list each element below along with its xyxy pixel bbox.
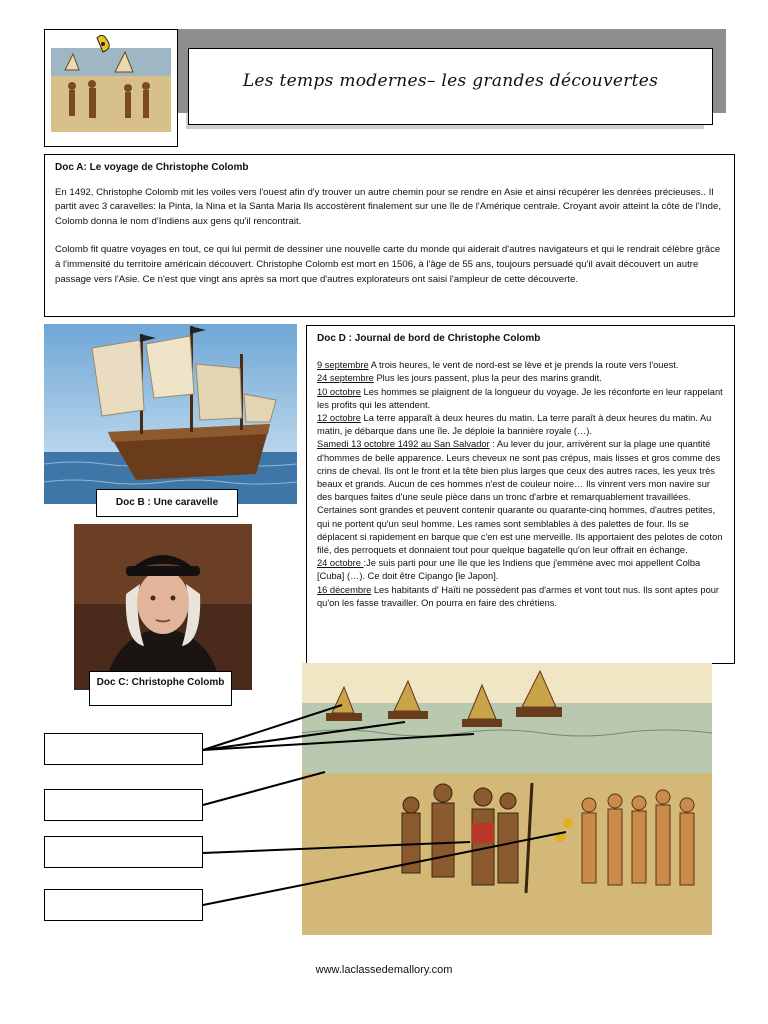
entry-date: 16 décembre [317,584,372,595]
columbus-portrait [74,524,252,690]
doc-d-panel [306,325,735,664]
entry-date: 10 octobre [317,386,361,397]
page-title: Les temps modernes– les grandes découvertes [242,71,659,91]
answer-box-3[interactable] [44,836,203,868]
entry-text: Plus les jours passent, plus la peur des marins grandit. [373,373,602,384]
landing-engraving [302,663,712,935]
answer-box-1[interactable] [44,733,203,765]
doc-a-panel [44,154,735,317]
entry-text: Les hommes se plaignent de la longueur du voyage. Je les réconforte en leur rappelant les profits qui les attendent. [317,386,723,410]
doc-c-caption: Doc C: Christophe Colomb [89,671,232,706]
footer-url[interactable]: www.laclassedemallory.com [315,964,453,976]
title-box [188,48,713,125]
entry-text: : Au lever du jour, arrivèrent sur la plage une quantité d'hommes de belle apparence. Leurs cheveux ne sont pas crépus, mais lisses et gros comme des crins de cheval. Ils ont le front et la tête bien plus larges que ceux des autres races, les yeux très beaux et grands. Aucun de ces hommes n'est de couleur noire… Ils vinrent vers mon navire sur des barques faites d'une seule pièce dans un tronc d'arbre et remarquablement travaillées. Certaines sont grandes et peuvent contenir quarante ou quarante-cinq hommes, d'autres petites, qui ne portent qu'un seul homme. Les rames sont semblables à des palettes de four. Ils se déplacent si rapidement en barque que c'en est une merveille. Ils apportaient des pelotes de coton filé, des perroquets et donnaient tout pour quelque bagatelle qu'on leur offrait en échange. [317,439,723,556]
journal-entry [317,386,724,412]
entry-text: A trois heures, le vent de nord-est se lève et je prends la route vers l'ouest. [368,360,679,371]
journal-entry [317,359,724,372]
journal-entry [317,438,724,557]
journal-entry [317,412,724,438]
doc-a-paragraph: Colomb fit quatre voyages en tout, ce qui lui permit de dessiner une nouvelle carte du monde qui aiderait d'autres navigateurs et qui le rendrait célèbre grâce à l'immensité du territoire américain découvert. Christophe Colomb est mort en 1506, à l'âge de 55 ans, toujours persuadé qu'il avait découvert un autre passage vers l'Asie. Ce n'est que vingt ans après sa mort que d'autres explorateurs ont saisi l'ampleur de cette découverte. [55,244,721,285]
header-thumbnail-frame [44,29,178,147]
entry-date: 24 octobre [317,558,364,569]
entry-text: Les habitants d' Haïti ne possèdent pas d'armes et vont tout nus. Ils sont aptes pour qu'on les fasse travailler. On pourra en faire des chrétiens. [317,584,720,608]
doc-a-heading: Doc A: Le voyage de Christophe Colomb [55,162,249,173]
entry-date: 12 octobre [317,413,361,424]
answer-box-4[interactable] [44,889,203,921]
journal-entry [317,557,724,583]
entry-date: Samedi 13 octobre 1492 au San Salvador [317,439,490,450]
doc-d-heading: Doc D : Journal de bord de Christophe Colomb [317,333,541,344]
entry-text: La terre apparaît à deux heures du matin. La terre paraît à deux heures du matin. Au matin, je débarque dans une île. Je déploie la bannière royale (…). [317,413,712,437]
entry-date: 24 septembre [317,373,374,384]
doc-b-caption: Doc B : Une caravelle [96,489,238,517]
journal-entry [317,372,724,385]
journal-entry [317,584,724,610]
answer-box-2[interactable] [44,789,203,821]
entry-date: 9 septembre [317,360,369,371]
entry-text: :Je suis parti pour une île que les Indiens que j'emmène avec moi appellent Colba [Cuba] (…). Ce doit être Cipango [le Japon]. [317,558,701,582]
doc-a-paragraph: En 1492, Christophe Colomb mit les voiles vers l'ouest afin d'y trouver un autre chemin pour se rendre en Asie et ainsi récupérer les denrées précieuses.. Il partit avec 3 caravelles: la Pinta, la Nina et la Santa Maria Ils accostèrent finalement sur une île de l'Amérique centrale. Croyant avoir atteint la côte de l'Inde, Colomb donna le nom d'Indiens aux gens qu'il rencontrait. [55,186,721,227]
landing-engraving-thumbnail [45,30,177,146]
caravel-photo [44,324,297,504]
